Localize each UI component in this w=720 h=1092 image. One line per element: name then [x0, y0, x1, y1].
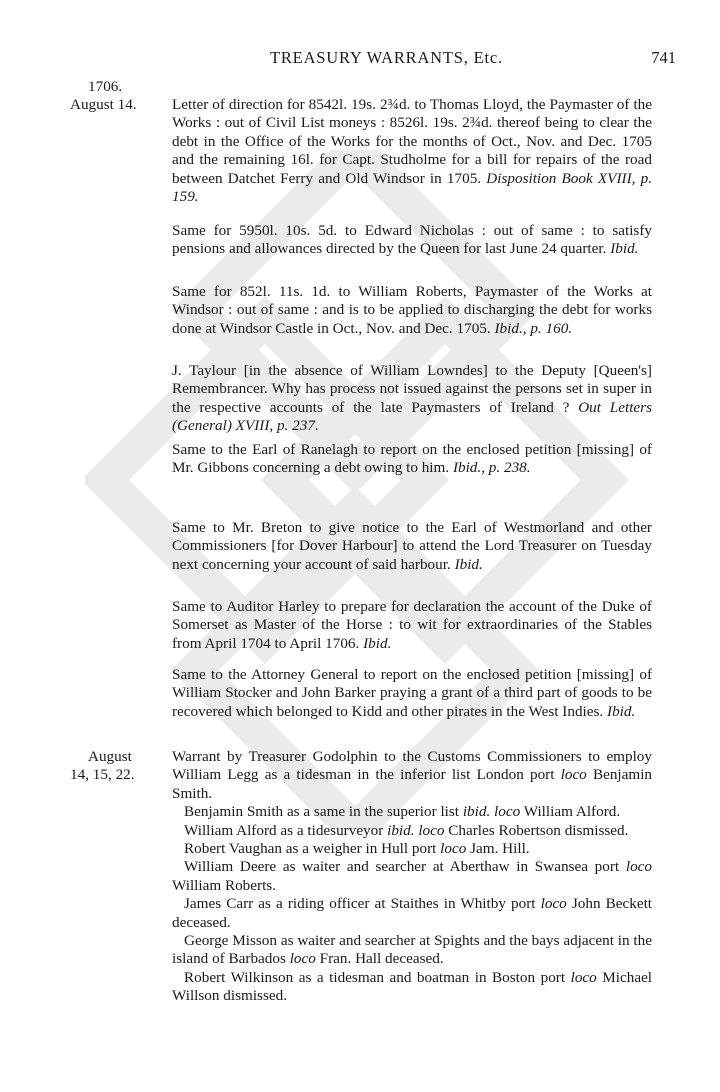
warrant-section	[172, 748, 652, 1006]
entry-text-end: Michael Willson dismissed.	[172, 968, 653, 1005]
entry-text-end: Charles Robertson dismissed.	[448, 821, 629, 839]
paragraph-3	[172, 283, 652, 338]
entry-text: Robert Wilkinson as a tidesman and boatman in Boston port	[184, 968, 566, 986]
margin-year	[70, 78, 162, 96]
entry-text: James Carr as a riding officer at Staithes in Whitby port	[184, 895, 536, 913]
paragraph-text: Letter of direction for 8542l. 19s. 2¾d. to Thomas Lloyd, the Paymaster of the Works : out of Civil List moneys : 8526l. 19s. 2¾d. thereof being to clear the debt in the Office of the Works for the months of Oct., Nov. and Dec. 1705 and the remaining 16l. for Capt. Studholme for a bill for repairs of the road between Datchet Ferry and Old Windsor in 1705.	[172, 96, 652, 187]
paragraph-text: J. Taylour [in the absence of William Lowndes] to the Deputy [Queen's] Remembrancer. Why has process not issued against the persons set in super in the respective accounts of the late Paymasters of Ireland ?	[172, 362, 652, 416]
page-header	[0, 48, 720, 72]
loco-term: loco	[560, 766, 587, 784]
reference: Disposition Book XVIII, p. 159.	[172, 169, 653, 206]
loco-term: loco	[540, 895, 567, 913]
warrant-entry	[172, 858, 652, 895]
date-label: August 14.	[70, 96, 137, 113]
entry-text-end: William Roberts.	[172, 876, 276, 894]
entry-text: William Alford as a tidesurveyor	[184, 821, 384, 839]
warrant-intro-text: Warrant by Treasurer Godolphin to the Customs Commissioners to employ William Legg as a tidesman in the inferior list London port	[172, 748, 652, 784]
reference: Ibid.	[610, 240, 639, 258]
entry-text-end: William Alford.	[523, 803, 621, 821]
entry-text: George Misson as waiter and searcher at Spights and the bays adjacent in the island of Barbados	[172, 932, 652, 968]
date-label-month: August	[88, 748, 132, 765]
loco-term: loco	[625, 858, 652, 876]
entry-text: Benjamin Smith as a same in the superior list	[184, 803, 460, 821]
date-label-days: 14, 15, 22.	[70, 766, 135, 784]
loco-term: loco	[570, 968, 597, 986]
entry-text: William Deere as waiter and searcher at Aberthaw in Swansea port	[184, 858, 620, 876]
paragraph-text: Same to the Earl of Ranelagh to report on the enclosed petition [missing] of Mr. Gibbons concerning a debt owing to him.	[172, 441, 652, 477]
loco-term: loco	[440, 840, 467, 858]
reference: Ibid.	[363, 634, 392, 652]
paragraph-4	[172, 362, 652, 436]
page-number: 741	[651, 48, 676, 67]
paragraph-7	[172, 598, 652, 653]
margin-date-2	[70, 748, 162, 785]
paragraph-text: Same to Auditor Harley to prepare for declaration the account of the Duke of Somerset as Master of the Horse : to wit for extraordinaries of the Stables from April 1704 to April 1706.	[172, 598, 652, 652]
warrant-intro	[172, 748, 652, 803]
paragraph-text: Same for 5950l. 10s. 5d. to Edward Nicholas : out of same : to satisfy pensions and allowances directed by the Queen for last June 24 quarter.	[172, 222, 652, 258]
warrant-intro-end: Benjamin Smith.	[172, 766, 653, 802]
paragraph-text: Same for 852l. 11s. 1d. to William Roberts, Paymaster of the Works at Windsor : out of same : and is to be applied to discharging the debt for works done at Windsor Castle in Oct., Nov. and Dec. 1705.	[172, 283, 652, 337]
warrant-entry	[172, 840, 652, 858]
warrant-entry	[172, 822, 652, 840]
entry-text-end: John Beckett deceased.	[172, 895, 653, 931]
loco-term: ibid. loco	[387, 821, 445, 839]
paragraph-8	[172, 666, 652, 721]
reference: Ibid., p. 160.	[494, 319, 573, 337]
paragraph-1	[172, 96, 652, 206]
margin-date-1	[70, 96, 162, 114]
loco-term: ibid. loco	[462, 803, 521, 821]
warrant-entry	[172, 895, 652, 932]
paragraph-text: Same to Mr. Breton to give notice to the Earl of Westmorland and other Commissioners [for Dover Harbour] to attend the Lord Treasurer on Tuesday next concerning your account of said harbour.	[172, 519, 652, 573]
year-label: 1706.	[88, 78, 123, 95]
paragraph-2	[172, 222, 652, 259]
entry-text-end: Fran. Hall deceased.	[319, 950, 444, 968]
loco-term: loco	[289, 950, 316, 968]
reference: Ibid.	[454, 555, 483, 573]
paragraph-text: Same to the Attorney General to report on the enclosed petition [missing] of William Stocker and John Barker praying a grant of a third part of goods to be recovered which belonged to Kidd and other pirates in the West Indies.	[172, 666, 652, 720]
warrant-entry	[172, 932, 652, 969]
warrant-entry	[172, 803, 652, 821]
reference: Ibid., p. 238.	[452, 459, 531, 477]
entry-text-end: Jam. Hill.	[470, 840, 530, 858]
paragraph-6	[172, 519, 652, 574]
running-title: TREASURY WARRANTS, Etc.	[270, 48, 503, 67]
reference: Out Letters (General) XVIII, p. 237.	[172, 398, 652, 435]
reference: Ibid.	[607, 702, 636, 720]
paragraph-5	[172, 441, 652, 478]
entry-text: Robert Vaughan as a weigher in Hull port	[184, 840, 437, 858]
warrant-entry	[172, 969, 652, 1006]
